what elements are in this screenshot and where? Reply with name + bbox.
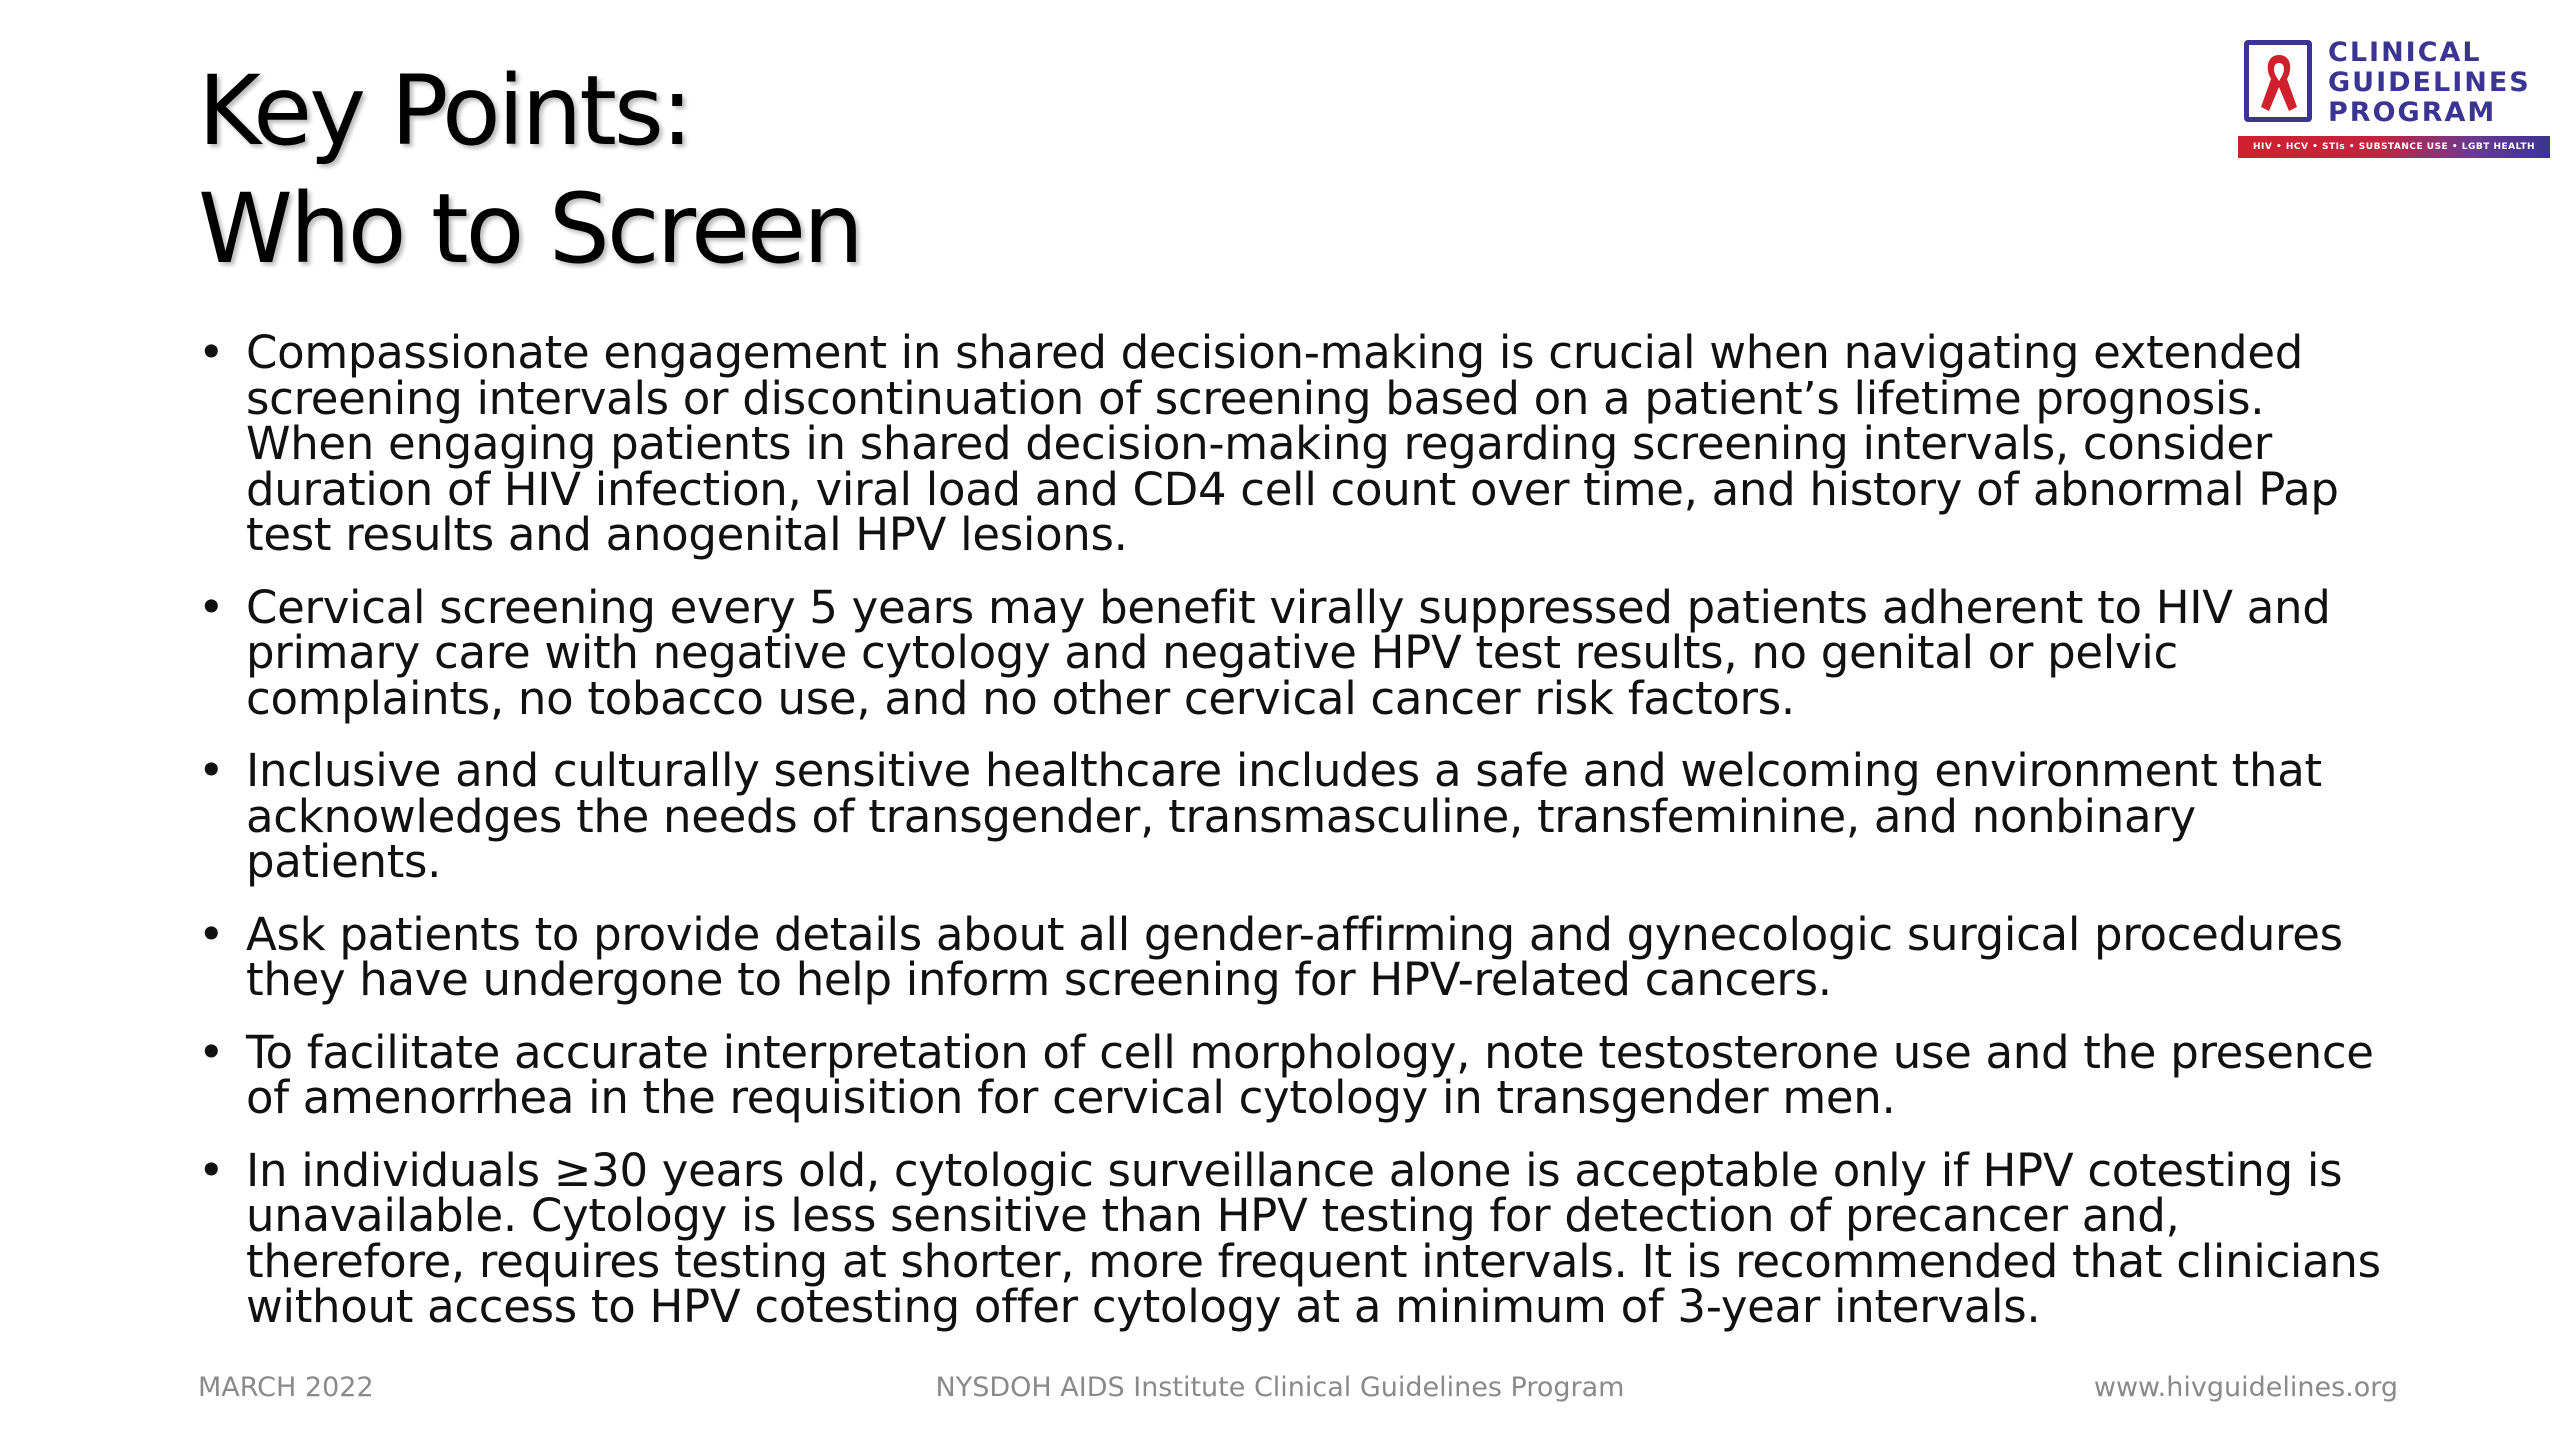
bullet-marker: • <box>198 326 225 379</box>
bullet-text: In individuals ≥30 years old, cytologic surveillance alone is acceptable only if HPV cotesting is unavailable. Cytology is less sensitive than HPV testing for detection of precancer and, therefore, requires testing at shorter, more frequent intervals. It is recommended that clinicians without access to HPV cotesting offer cytology at a minimum of 3-year intervals. <box>246 1143 2381 1333</box>
bullet-text: To facilitate accurate interpretation of cell morphology, note testosterone use and the presence of amenorrhea in the requisition for cervical cytology in transgender men. <box>246 1025 2374 1124</box>
footer-date: MARCH 2022 <box>198 1372 374 1403</box>
logo-line-1: CLINICAL <box>2328 37 2482 68</box>
logo-line-3: PROGRAM <box>2328 97 2497 128</box>
bullet-marker: • <box>198 744 225 797</box>
logo-line-2: GUIDELINES <box>2328 67 2531 98</box>
bullet-text: Inclusive and culturally sensitive healthcare includes a safe and welcoming environment that acknowledges the needs of transgender, transmasculine, transfeminine, and nonbinary patients. <box>246 744 2322 888</box>
bullet-text: Cervical screening every 5 years may benefit virally suppressed patients adherent to HIV and primary care with negative cytology and negative HPV test results, no genital or pelvic complaints, no tobacco use, and no other cervical cancer risk factors. <box>246 580 2331 725</box>
list-item <box>198 907 2398 1006</box>
logo-emblem <box>2244 40 2312 122</box>
key-points-list <box>198 326 2398 1357</box>
bullet-marker: • <box>198 1025 225 1079</box>
logo-tagline: HIV • HCV • STIs • SUBSTANCE USE • LGBT HEALTH <box>2238 136 2550 158</box>
clinical-guidelines-logo <box>2238 38 2550 160</box>
bullet-marker: • <box>198 580 225 634</box>
list-item <box>198 744 2398 888</box>
slide-title <box>198 52 861 288</box>
bullet-text: Ask patients to provide details about all gender-affirming and gynecologic surgical procedures they have undergone to help inform screening for HPV-related cancers. <box>246 907 2343 1006</box>
list-item <box>198 1143 2398 1333</box>
list-item <box>198 1025 2398 1124</box>
red-ribbon-icon <box>2257 51 2301 115</box>
bullet-marker: • <box>198 907 225 961</box>
list-item <box>198 580 2398 725</box>
bullet-marker: • <box>198 1143 225 1197</box>
title-line-1: Key Points: <box>198 55 691 167</box>
title-line-2: Who to Screen <box>198 173 861 285</box>
logo-wordmark <box>2328 38 2531 128</box>
list-item <box>198 326 2398 561</box>
footer-website: www.hivguidelines.org <box>2093 1372 2398 1403</box>
footer-program: NYSDOH AIDS Institute Clinical Guidelines Program <box>935 1372 1625 1403</box>
bullet-text: Compassionate engagement in shared decision-making is crucial when navigating extended screening intervals or discontinuation of screening based on a patient’s lifetime prognosis. When engaging patients in shared decision-making regarding screening intervals, consider duration of HIV infection, viral load and CD4 cell count over time, and history of abnormal Pap test results and anogenital HPV lesions. <box>246 326 2339 561</box>
